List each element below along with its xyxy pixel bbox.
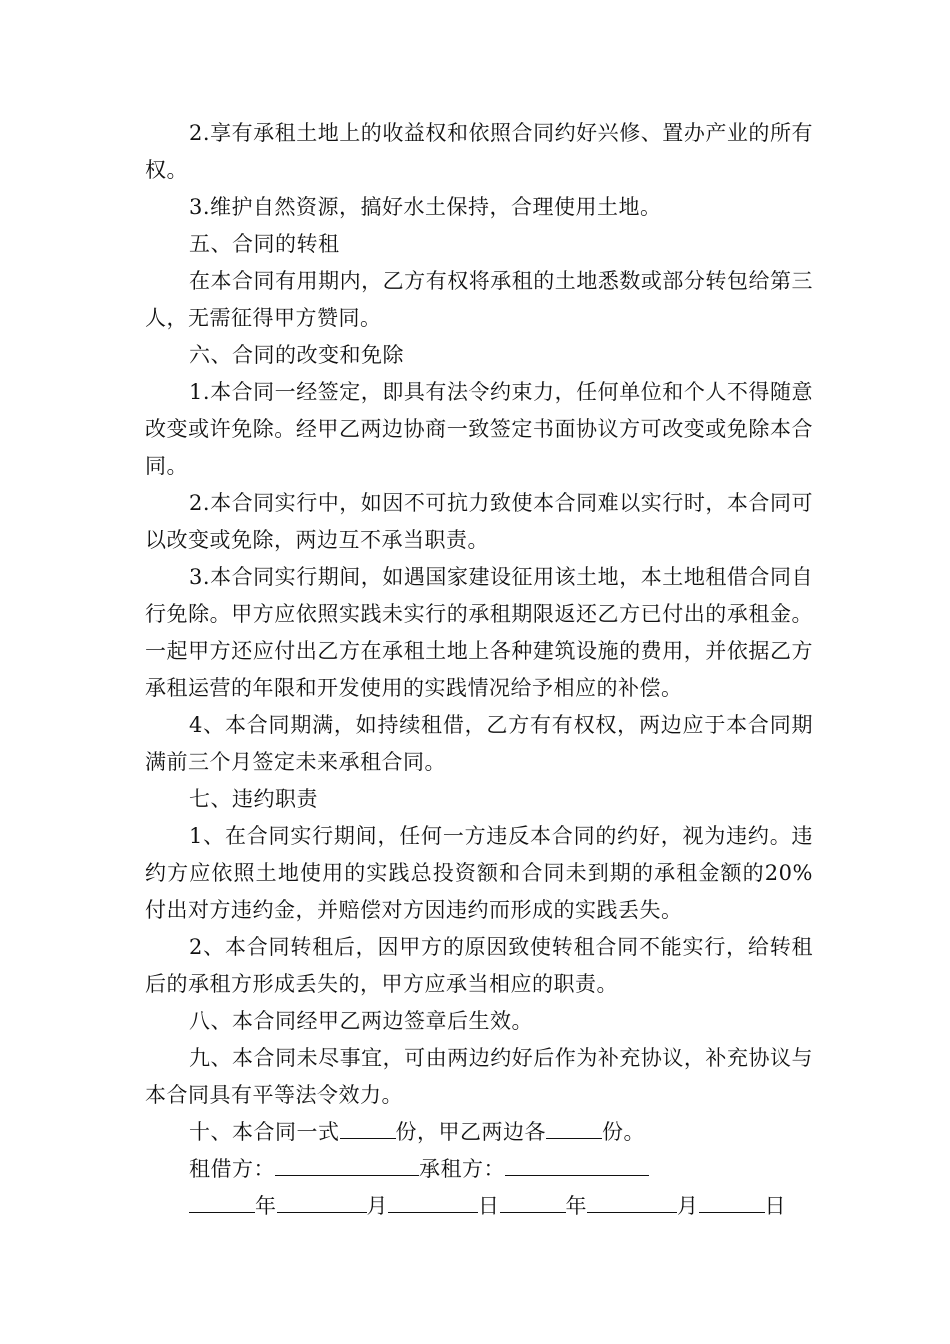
day-label: 日 xyxy=(764,1194,786,1218)
year-label: 年 xyxy=(255,1194,277,1218)
lessee-label: 承租方： xyxy=(419,1157,505,1181)
month-label: 月 xyxy=(366,1194,388,1218)
paragraph: 4、本合同期满，如持续租借，乙方有有权权，两边应于本合同期满前三个月签定未来承租合同。 xyxy=(145,713,813,774)
paragraph: 2.本合同实行中，如因不可抗力致使本合同难以实行时，本合同可以改变或免除，两边互不承当职责。 xyxy=(145,491,813,552)
lessor-signature-blank[interactable] xyxy=(275,1153,419,1176)
paragraph: 3.维护自然资源，搞好水土保持，合理使用土地。 xyxy=(189,195,662,219)
signature-line xyxy=(145,1151,813,1188)
day-label: 日 xyxy=(478,1194,500,1218)
lessee-month-blank[interactable] xyxy=(587,1190,677,1213)
year-label: 年 xyxy=(565,1194,587,1218)
paragraph: 3.本合同实行期间，如遇国家建设征用该土地，本土地租借合同自行免除。甲方应依照实践未实行的承租期限返还乙方已付出的承租金。一起甲方还应付出乙方在承租土地上各种建筑设施的费用，并依据乙方承租运营的年限和开发使用的实践情况给予相应的补偿。 xyxy=(145,565,813,700)
copies-middle: 份，甲乙两边各 xyxy=(395,1120,546,1144)
document-body xyxy=(145,115,813,1225)
paragraph: 八、本合同经甲乙两边签章后生效。 xyxy=(189,1009,533,1033)
paragraph: 在本合同有用期内，乙方有权将承租的土地悉数或部分转包给第三人，无需征得甲方赞同。 xyxy=(145,269,813,330)
lessor-year-blank[interactable] xyxy=(189,1190,255,1213)
lessor-day-blank[interactable] xyxy=(388,1190,478,1213)
section-heading: 五、合同的转租 xyxy=(189,232,340,256)
lessor-label: 租借方： xyxy=(189,1157,275,1181)
lessor-month-blank[interactable] xyxy=(277,1190,367,1213)
month-label: 月 xyxy=(677,1194,699,1218)
date-line xyxy=(145,1188,813,1225)
copies-suffix: 份。 xyxy=(602,1120,645,1144)
paragraph: 2.享有承租土地上的收益权和依照合同约好兴修、置办产业的所有权。 xyxy=(145,121,813,182)
lessee-year-blank[interactable] xyxy=(500,1190,566,1213)
section-heading: 七、违约职责 xyxy=(189,787,318,811)
copies-each-blank[interactable] xyxy=(546,1116,602,1139)
paragraph: 九、本合同未尽事宜，可由两边约好后作为补充协议，补充协议与本合同具有平等法令效力。 xyxy=(145,1046,813,1107)
paragraph: 1、在合同实行期间，任何一方违反本合同的约好，视为违约。违约方应依照土地使用的实践总投资额和合同未到期的承租金额的20%付出对方违约金，并赔偿对方因违约而形成的实践丢失。 xyxy=(145,824,813,922)
section-heading: 六、合同的改变和免除 xyxy=(189,343,404,367)
lessee-day-blank[interactable] xyxy=(699,1190,765,1213)
paragraph: 2、本合同转租后，因甲方的原因致使转租合同不能实行，给转租后的承租方形成丢失的，甲方应承当相应的职责。 xyxy=(145,935,813,996)
copies-total-blank[interactable] xyxy=(340,1116,396,1139)
copies-prefix: 十、本合同一式 xyxy=(189,1120,340,1144)
lessee-signature-blank[interactable] xyxy=(505,1153,649,1176)
paragraph: 1.本合同一经签定，即具有法令约束力，任何单位和个人不得随意改变或许免除。经甲乙两边协商一致签定书面协议方可改变或免除本合同。 xyxy=(145,380,813,478)
copies-line xyxy=(145,1114,813,1151)
